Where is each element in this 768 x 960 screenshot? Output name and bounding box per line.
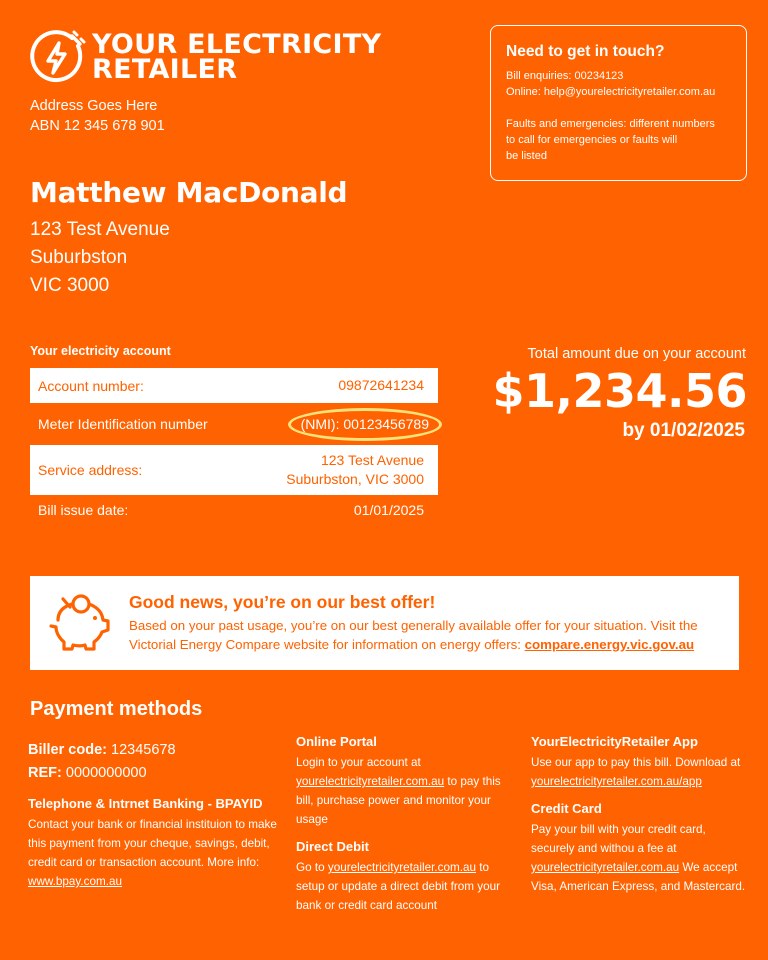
- account-table: [30, 368, 438, 525]
- logo-wordmark: [92, 29, 382, 85]
- account-number-row: [30, 368, 438, 403]
- biller-code-label: Biller code:: [28, 742, 107, 758]
- bill-issue-date-value: 01/01/2025: [353, 501, 424, 518]
- total-label: Total amount due on your account: [527, 346, 746, 362]
- biller-code: [28, 739, 278, 762]
- bpay-column: [28, 739, 278, 891]
- piggy-bank-icon: [48, 594, 112, 652]
- ref-label: REF:: [28, 765, 62, 781]
- offer-body-text: Based on your past usage, you’re on our best generally available offer for your situation. Visit the Victorial Energy Compare website for information on energy offers:: [129, 618, 698, 652]
- biller-code-value: 12345678: [111, 742, 176, 758]
- ref-code: [28, 762, 278, 785]
- account-number-value: 09872641234: [338, 377, 424, 393]
- retailer-address-line: Address Goes Here: [30, 98, 158, 114]
- app-body-text: Use our app to pay this bill. Download at: [531, 756, 741, 769]
- credit-card-body: [531, 820, 746, 896]
- lightning-plug-icon: [28, 28, 86, 86]
- customer-address: [30, 216, 170, 300]
- online-portal-body: [296, 753, 516, 829]
- nmi-value: (NMI): 00123456789: [288, 408, 442, 441]
- nmi-row: [30, 403, 438, 445]
- app-body: [531, 753, 746, 791]
- bpay-link[interactable]: www.bpay.com.au: [28, 875, 122, 888]
- credit-card-text-1: Pay your bill with your credit card, securely and withou a fee at: [531, 823, 706, 855]
- service-address-label: Service address:: [38, 462, 143, 478]
- ref-value: 0000000000: [65, 765, 147, 781]
- portal-column: [296, 733, 516, 915]
- service-address-value: [286, 451, 424, 489]
- bpay-title: Telephone & Intrnet Banking - BPAYID: [28, 796, 263, 811]
- direct-debit-text-2: to setup or update a direct debit from your bank or credit card account: [296, 861, 500, 912]
- best-offer-banner: [30, 576, 739, 670]
- app-title: YourElectricityRetailer App: [531, 734, 698, 749]
- service-address-row: [30, 445, 438, 495]
- offer-title: Good news, you’re on our best offer!: [129, 592, 436, 612]
- direct-debit-body: [296, 858, 516, 915]
- credit-card-title: Credit Card: [531, 801, 602, 816]
- bill-issue-date-label: Bill issue date:: [38, 502, 129, 518]
- account-title: Your electricity account: [30, 344, 171, 358]
- customer-address-line-3: VIC 3000: [30, 275, 110, 296]
- direct-debit-text-1: Go to: [296, 861, 328, 874]
- contact-title: Need to get in touch?: [506, 43, 665, 60]
- logo-line-1: YOUR ELECTRICITY: [92, 29, 382, 60]
- direct-debit-link[interactable]: yourelectricityretailer.com.au: [327, 861, 476, 874]
- logo-line-2: RETAILER: [92, 54, 238, 85]
- bill-issue-date-row: [30, 495, 438, 525]
- credit-card-link[interactable]: yourelectricityretailer.com.au: [531, 861, 680, 874]
- online-portal-link[interactable]: yourelectricityretailer.com.au: [296, 775, 445, 788]
- online-portal-text-1: Login to your account at: [296, 756, 421, 769]
- bpay-body: [28, 815, 278, 891]
- energy-compare-link[interactable]: compare.energy.vic.gov.au: [524, 637, 695, 652]
- contact-box: [490, 25, 747, 181]
- service-address-line-2: Suburbston, VIC 3000: [286, 471, 424, 487]
- payment-methods-title: Payment methods: [30, 698, 203, 720]
- total-amount: $1,234.56: [492, 364, 747, 418]
- account-number-label: Account number:: [38, 377, 144, 394]
- customer-name: Matthew MacDonald: [30, 176, 348, 209]
- contact-faults-line-3: be listed: [506, 150, 547, 162]
- contact-faults-line-1: Faults and emergencies: different numbers: [506, 118, 715, 130]
- app-link[interactable]: yourelectricityretailer.com.au/app: [531, 775, 702, 788]
- customer-address-line-1: 123 Test Avenue: [30, 219, 170, 240]
- bpay-body-text: Contact your bank or financial instituion to make this payment from your cheque, savings, debit, credit card or transaction account. More info:: [28, 818, 277, 869]
- offer-body: [129, 616, 729, 654]
- direct-debit-title: Direct Debit: [296, 839, 369, 854]
- customer-address-line-2: Suburbston: [30, 247, 128, 268]
- contact-online[interactable]: Online: help@yourelectricityretailer.com.au: [506, 86, 716, 98]
- online-portal-title: Online Portal: [296, 734, 377, 749]
- contact-bill-enquiries: Bill enquiries: 00234123: [506, 70, 624, 82]
- service-address-line-1: 123 Test Avenue: [320, 452, 424, 468]
- credit-card-text-2: We accept Visa, American Express, and Mastercard.: [531, 861, 746, 893]
- total-due-date: by 01/02/2025: [622, 420, 745, 441]
- app-column: [531, 733, 746, 896]
- nmi-label: Meter Identification number: [38, 416, 208, 432]
- retailer-address: [30, 96, 165, 136]
- retailer-abn: ABN 12 345 678 901: [30, 118, 165, 134]
- contact-faults-line-2: to call for emergencies or faults will: [506, 134, 678, 146]
- retailer-logo: [28, 28, 381, 86]
- online-portal-text-2: to pay this bill, purchase power and monitor your usage: [296, 775, 501, 826]
